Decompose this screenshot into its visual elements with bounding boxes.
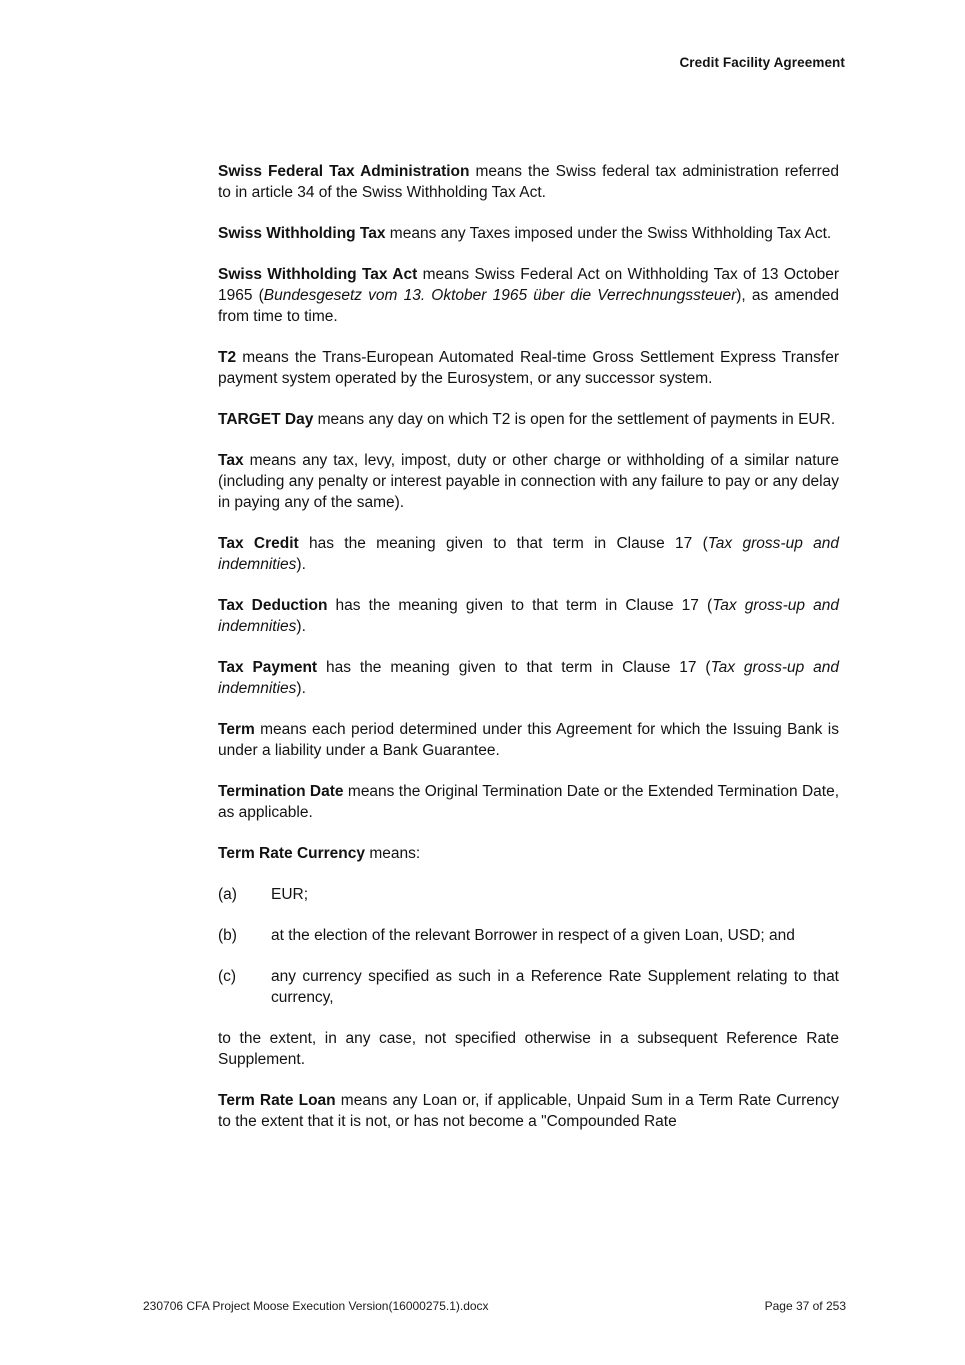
list-item-marker: (a) <box>218 886 237 903</box>
defined-term: Tax Deduction <box>218 597 328 614</box>
definition-paragraph <box>218 533 839 575</box>
list-item <box>218 884 839 905</box>
defined-term: Tax <box>218 452 244 469</box>
defined-term: Swiss Federal Tax Administration <box>218 163 470 180</box>
italic-reference: Tax gross-up and indemnities <box>218 659 839 697</box>
page-header <box>679 55 845 70</box>
document-body <box>218 161 839 1152</box>
header-title: Credit Facility Agreement <box>679 55 845 70</box>
body-text: means: <box>365 845 421 862</box>
definition-paragraph <box>218 409 839 430</box>
defined-term: Tax Payment <box>218 659 318 676</box>
body-text: ). <box>296 556 306 573</box>
body-text: means the Swiss federal tax administration referred to in article 34 of the Swiss Withholding Tax Act. <box>218 163 839 201</box>
body-text: means any tax, levy, impost, duty or other charge or withholding of a similar nature (including any penalty or interest payable in connection with any failure to pay or any delay in paying any of the same). <box>218 452 839 511</box>
defined-term: Tax Credit <box>218 535 299 552</box>
body-text: at the election of the relevant Borrower in respect of a given Loan, USD; and <box>271 927 795 944</box>
body-text: any currency specified as such in a Reference Rate Supplement relating to that currency, <box>271 968 839 1006</box>
defined-term: Term Rate Currency <box>218 845 366 862</box>
list-item <box>218 966 839 1008</box>
body-text: means the Original Termination Date or the Extended Termination Date, as applicable. <box>218 783 840 821</box>
definition-paragraph <box>218 161 839 203</box>
defined-term: Swiss Withholding Tax <box>218 225 386 242</box>
list-item-text <box>271 884 839 905</box>
body-text: EUR; <box>271 886 309 903</box>
list-item-marker: (b) <box>218 927 237 944</box>
definition-paragraph <box>218 450 839 513</box>
body-text: means any day on which T2 is open for the settlement of payments in EUR. <box>313 411 836 428</box>
definition-paragraph <box>218 347 839 389</box>
footer-page-number: Page 37 of 253 <box>764 1299 846 1313</box>
italic-reference: Bundesgesetz vom 13. Oktober 1965 über die Verrechnungssteuer <box>263 287 737 304</box>
body-text: means any Loan or, if applicable, Unpaid Sum in a Term Rate Currency to the extent that it is not, or has not become a "Compounded Rate <box>218 1092 839 1130</box>
defined-term: T2 <box>218 349 237 366</box>
defined-term: Term Rate Loan <box>218 1092 336 1109</box>
definition-paragraph <box>218 1028 839 1070</box>
defined-term: Swiss Withholding Tax Act <box>218 266 418 283</box>
definition-paragraph <box>218 719 839 761</box>
italic-reference: Tax gross-up and indemnities <box>218 535 839 573</box>
footer-filename: 230706 CFA Project Moose Execution Version(16000275.1).docx <box>143 1299 489 1313</box>
definition-paragraph <box>218 223 839 244</box>
page-footer <box>143 1299 846 1313</box>
list-item <box>218 925 839 946</box>
body-text: means the Trans-European Automated Real-time Gross Settlement Express Transfer payment system operated by the Eurosystem, or any successor system. <box>218 349 839 387</box>
defined-term: Term <box>218 721 255 738</box>
body-text: means each period determined under this Agreement for which the Issuing Bank is under a liability under a Bank Guarantee. <box>218 721 839 759</box>
definition-paragraph <box>218 595 839 637</box>
list-item-marker: (c) <box>218 968 237 985</box>
definition-paragraph <box>218 1090 839 1132</box>
body-text: to the extent, in any case, not specified otherwise in a subsequent Reference Rate Supplement. <box>218 1030 839 1068</box>
definition-paragraph <box>218 843 839 864</box>
defined-term: Termination Date <box>218 783 344 800</box>
list-item-text <box>271 925 839 946</box>
body-text: ). <box>296 618 306 635</box>
body-text: ). <box>296 680 306 697</box>
defined-term: TARGET Day <box>218 411 314 428</box>
body-text: means any Taxes imposed under the Swiss Withholding Tax Act. <box>385 225 832 242</box>
italic-reference: Tax gross-up and indemnities <box>218 597 840 635</box>
definition-paragraph <box>218 781 839 823</box>
body-text: has the meaning given to that term in Clause 17 ( <box>317 659 711 676</box>
body-text: has the meaning given to that term in Clause 17 ( <box>327 597 713 614</box>
definition-paragraph <box>218 657 839 699</box>
body-text: ), as amended from time to time. <box>218 287 840 325</box>
definition-paragraph <box>218 264 839 327</box>
body-text: has the meaning given to that term in Clause 17 ( <box>298 535 708 552</box>
list-item-text <box>271 966 839 1008</box>
body-text: means Swiss Federal Act on Withholding Tax of 13 October 1965 ( <box>218 266 839 304</box>
